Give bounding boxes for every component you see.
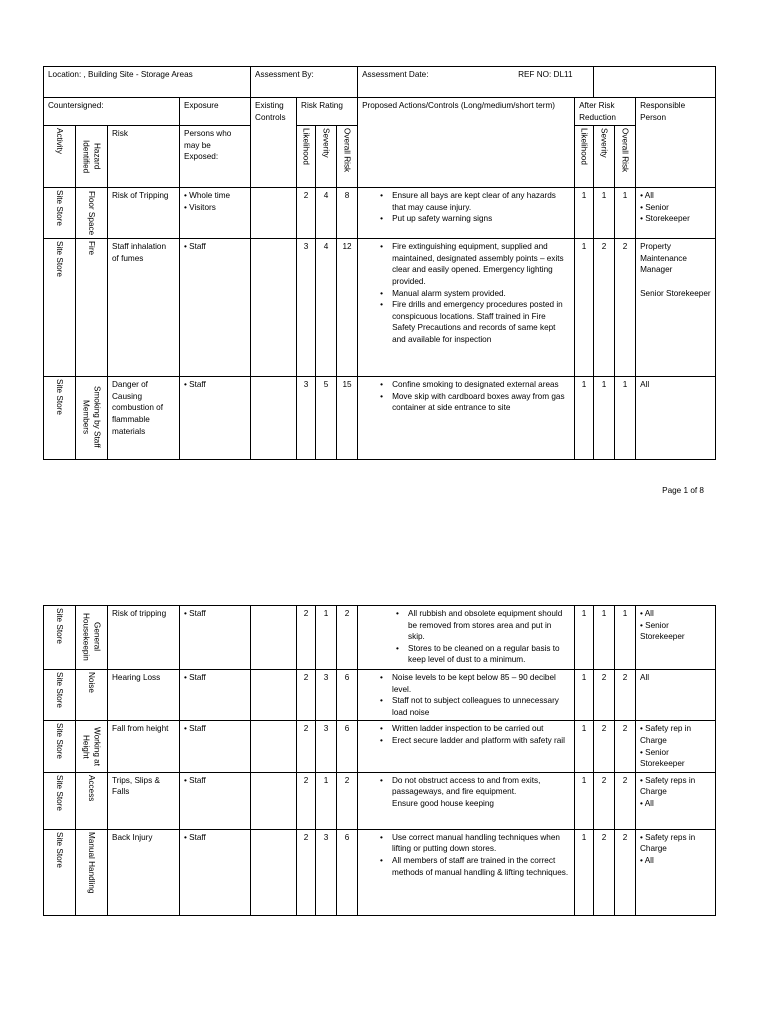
after-severity-cell: 2 [594, 829, 615, 915]
responsible-cell: Property Maintenance Manager Senior Storekeeper [636, 239, 716, 377]
after-overall-cell: 2 [615, 670, 636, 721]
overall-risk-cell: 8 [337, 188, 358, 239]
after-overall-cell: 1 [615, 377, 636, 460]
likelihood-header: Likelihood [297, 126, 316, 188]
after-likelihood-cell: 1 [575, 239, 594, 377]
action-item: • Fire extinguishing equipment, supplied and maintained, designated assembly points – exits clear and easily opened. Emergency lighting provided. [392, 241, 570, 287]
risk-cell: Fall from height [108, 721, 180, 772]
likelihood-cell: 2 [297, 606, 316, 670]
table-row [44, 829, 716, 915]
after-severity-cell: 1 [594, 377, 615, 460]
after-overall-cell: 2 [615, 721, 636, 772]
actions-cell [358, 239, 575, 377]
action-item: • Use correct manual handling techniques when lifting or putting down stores. [392, 832, 570, 855]
hazard-cell: Working at Height [76, 721, 108, 772]
activity-cell: Site Store [44, 239, 76, 377]
persons-exposed-header: Persons who may be Exposed: [180, 126, 251, 188]
hazard-cell: Fire [76, 239, 108, 377]
existing-controls-cell [251, 606, 297, 670]
after-likelihood-cell: 1 [575, 772, 594, 829]
hazard-cell: General Housekeepin [76, 606, 108, 670]
actions-cell [358, 721, 575, 772]
activity-cell: Site Store [44, 377, 76, 460]
after-overall-risk-header: Overall Risk [615, 126, 636, 188]
overall-risk-cell: 15 [337, 377, 358, 460]
overall-risk-cell: 2 [337, 772, 358, 829]
action-item: • Stores to be cleaned on a regular basis to keep level of dust to a minimum. [408, 643, 570, 666]
after-severity-cell: 1 [594, 606, 615, 670]
persons-cell: • Staff [180, 721, 251, 772]
after-overall-cell: 2 [615, 239, 636, 377]
action-item: • All rubbish and obsolete equipment should be removed from stores area and put in skip. [408, 608, 570, 643]
actions-cell [358, 829, 575, 915]
existing-controls-cell [251, 829, 297, 915]
severity-cell: 3 [316, 721, 337, 772]
likelihood-cell: 2 [297, 829, 316, 915]
persons-cell: • Staff [180, 606, 251, 670]
responsible-cell: All [636, 670, 716, 721]
actions-cell [358, 606, 575, 670]
existing-controls-cell [251, 377, 297, 460]
overall-risk-cell: 6 [337, 721, 358, 772]
responsible-cell: • All • Senior Storekeeper [636, 606, 716, 670]
assessment-by-field: Assessment By: [251, 67, 358, 98]
activity-cell: Site Store [44, 670, 76, 721]
after-severity-cell: 1 [594, 188, 615, 239]
activity-cell: Site Store [44, 721, 76, 772]
overall-risk-cell: 2 [337, 606, 358, 670]
after-likelihood-cell: 1 [575, 188, 594, 239]
countersigned-field: Countersigned: [44, 98, 180, 126]
persons-cell: • Staff [180, 670, 251, 721]
hazard-identified-header: Hazard Identified [76, 126, 108, 188]
risk-assessment-table [43, 66, 716, 460]
table-row [44, 670, 716, 721]
actions-cell [358, 772, 575, 829]
existing-controls-header: Existing Controls [251, 98, 297, 188]
risk-assessment-table-continued [43, 605, 716, 916]
hazard-cell: Access [76, 772, 108, 829]
action-item: • Do not obstruct access to and from exits, passageways, and fire equipment. [392, 775, 570, 798]
action-item: • Fire drills and emergency procedures posted in conspicuous locations. Staff trained in Fire Safety Precautions and records of same kept and available for inspection [392, 299, 570, 345]
severity-cell: 3 [316, 670, 337, 721]
exposure-header: Exposure [180, 98, 251, 126]
severity-header: Severity [316, 126, 337, 188]
existing-controls-cell [251, 772, 297, 829]
hazard-cell: Noise [76, 670, 108, 721]
after-likelihood-cell: 1 [575, 829, 594, 915]
after-severity-header: Severity [594, 126, 615, 188]
activity-cell: Site Store [44, 829, 76, 915]
page-2 [0, 560, 768, 1024]
activity-cell: Site Store [44, 772, 76, 829]
risk-rating-header: Risk Rating [297, 98, 358, 126]
responsible-cell: • Safety reps in Charge • All [636, 772, 716, 829]
likelihood-cell: 3 [297, 239, 316, 377]
after-overall-cell: 2 [615, 829, 636, 915]
after-overall-cell: 1 [615, 606, 636, 670]
risk-cell: Risk of Tripping [108, 188, 180, 239]
action-item: • Manual alarm system provided. [392, 288, 570, 300]
responsible-cell: All [636, 377, 716, 460]
risk-cell: Hearing Loss [108, 670, 180, 721]
responsible-cell: • Safety reps in Charge • All [636, 829, 716, 915]
action-item: • Put up safety warning signs [392, 213, 570, 225]
risk-header: Risk [108, 126, 180, 188]
activity-header: Activity [44, 126, 76, 188]
severity-cell: 5 [316, 377, 337, 460]
severity-cell: 4 [316, 188, 337, 239]
existing-controls-cell [251, 670, 297, 721]
after-overall-cell: 1 [615, 188, 636, 239]
assessment-date-field: Assessment Date: [358, 67, 594, 98]
overall-risk-cell: 6 [337, 829, 358, 915]
existing-controls-cell [251, 188, 297, 239]
responsible-cell: • All • Senior • Storekeeper [636, 188, 716, 239]
action-item: • Ensure all bays are kept clear of any hazards that may cause injury. [392, 190, 570, 213]
likelihood-cell: 3 [297, 377, 316, 460]
table-row [44, 377, 716, 460]
risk-cell: Danger of Causing combustion of flammable materials [108, 377, 180, 460]
risk-cell: Staff inhalation of fumes [108, 239, 180, 377]
severity-cell: 3 [316, 829, 337, 915]
action-note: Ensure good house keeping [392, 798, 494, 808]
overall-risk-cell: 12 [337, 239, 358, 377]
persons-cell: • Staff [180, 829, 251, 915]
persons-cell: • Staff [180, 772, 251, 829]
persons-cell: • Staff [180, 239, 251, 377]
after-likelihood-header: Likelihood [575, 126, 594, 188]
after-overall-cell: 2 [615, 772, 636, 829]
table-row [44, 239, 716, 377]
likelihood-cell: 2 [297, 772, 316, 829]
likelihood-cell: 2 [297, 188, 316, 239]
after-likelihood-cell: 1 [575, 606, 594, 670]
risk-cell: Trips, Slips & Falls [108, 772, 180, 829]
risk-cell: Back Injury [108, 829, 180, 915]
page-number: Page 1 of 8 [662, 486, 704, 495]
hazard-cell: Smoking by Staff Members [76, 377, 108, 460]
after-severity-cell: 2 [594, 772, 615, 829]
hazard-cell: Floor Space [76, 188, 108, 239]
overall-risk-cell: 6 [337, 670, 358, 721]
proposed-actions-header: Proposed Actions/Controls (Long/medium/short term) [358, 98, 575, 188]
activity-cell: Site Store [44, 188, 76, 239]
action-item: • Written ladder inspection to be carried out [392, 723, 570, 735]
ref-no-field: REF NO: DL11 [518, 67, 640, 98]
actions-cell [358, 670, 575, 721]
actions-cell [358, 188, 575, 239]
existing-controls-cell [251, 239, 297, 377]
action-item: • Noise levels to be kept below 85 – 90 decibel level. [392, 672, 570, 695]
table-row [44, 606, 716, 670]
after-likelihood-cell: 1 [575, 721, 594, 772]
likelihood-cell: 2 [297, 670, 316, 721]
overall-risk-header: Overall Risk [337, 126, 358, 188]
action-item: • Erect secure ladder and platform with safety rail [392, 735, 570, 747]
location-field: Location: , Building Site - Storage Areas [44, 67, 251, 98]
risk-cell: Risk of tripping [108, 606, 180, 670]
responsible-cell: • Safety rep in Charge • Senior Storekeeper [636, 721, 716, 772]
existing-controls-cell [251, 721, 297, 772]
action-item: • Move skip with cardboard boxes away from gas container at side entrance to site [392, 391, 570, 414]
after-risk-reduction-header: After Risk Reduction [575, 98, 636, 126]
table-row [44, 721, 716, 772]
responsible-person-header: Responsible Person [636, 98, 716, 188]
persons-cell: • Whole time • Visitors [180, 188, 251, 239]
activity-cell: Site Store [44, 606, 76, 670]
after-severity-cell: 2 [594, 670, 615, 721]
action-item: • Confine smoking to designated external areas [392, 379, 570, 391]
severity-cell: 1 [316, 772, 337, 829]
after-likelihood-cell: 1 [575, 377, 594, 460]
persons-cell: • Staff [180, 377, 251, 460]
actions-cell [358, 377, 575, 460]
severity-cell: 4 [316, 239, 337, 377]
severity-cell: 1 [316, 606, 337, 670]
after-likelihood-cell: 1 [575, 670, 594, 721]
action-item: • Staff not to subject colleagues to unnecessary load noise [392, 695, 570, 718]
after-severity-cell: 2 [594, 721, 615, 772]
action-item: • All members of staff are trained in the correct methods of manual handling & lifting techniques. [392, 855, 570, 878]
hazard-cell: Manual Handling [76, 829, 108, 915]
likelihood-cell: 2 [297, 721, 316, 772]
table-row [44, 188, 716, 239]
after-severity-cell: 2 [594, 239, 615, 377]
table-row [44, 772, 716, 829]
